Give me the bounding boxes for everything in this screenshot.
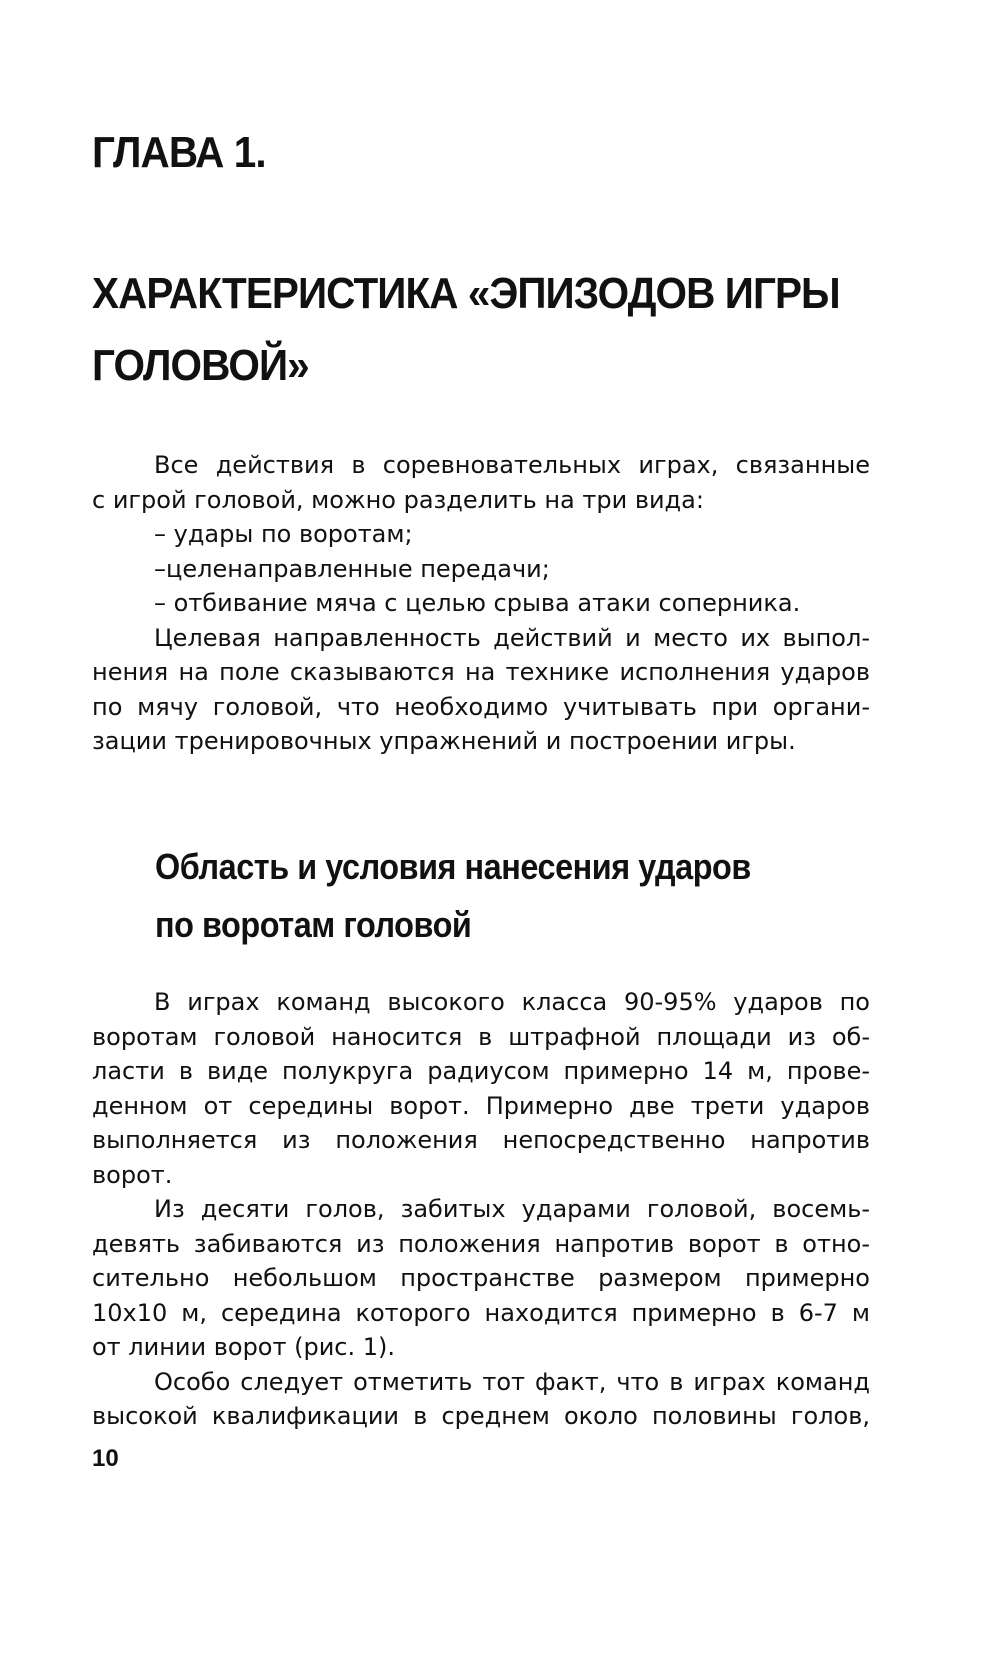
- text-line: с игрой головой, можно разделить на три вида:: [92, 485, 704, 514]
- text-line: ворот.: [92, 1160, 173, 1189]
- text-line: В играх команд высокого класса 90-95% ударов по: [154, 988, 870, 1016]
- chapter-title-line: ГОЛОВОЙ»: [92, 341, 309, 390]
- intro-paragraphs: [92, 448, 870, 759]
- text-line: Из десяти голов, забитых ударами головой, восемь-: [154, 1195, 870, 1223]
- text-line: 10х10 м, середина которого находится примерно в 6-7 м: [92, 1298, 870, 1327]
- chapter-title: [92, 258, 846, 402]
- text-line: по мячу головой, что необходимо учитывать при органи-: [92, 692, 870, 721]
- text-line: денном от середины ворот. Примерно две трети ударов: [92, 1091, 870, 1120]
- text-line: Все действия в соревновательных играх, связанные: [154, 451, 870, 479]
- list-item: – отбивание мяча с целью срыва атаки соперника.: [154, 589, 801, 617]
- text-line: воротам головой наносится в штрафной площади из об-: [92, 1022, 870, 1051]
- chapter-label: ГЛАВА 1.: [92, 128, 266, 177]
- text-line: от линии ворот (рис. 1).: [92, 1333, 396, 1361]
- section-title: [155, 838, 821, 954]
- section-title-line: по воротам головой: [155, 904, 472, 945]
- text-line: Особо следует отметить тот факт, что в играх команд: [154, 1367, 870, 1396]
- text-line: выполняется из положения непосредственно напротив: [92, 1126, 870, 1154]
- list-item: –целенаправленные передачи;: [154, 554, 550, 583]
- text-line: высокой квалификации в среднем около половины голов,: [92, 1402, 870, 1430]
- text-line: Целевая направленность действий и место их выпол-: [154, 623, 870, 652]
- section-title-line: Область и условия нанесения ударов: [155, 846, 751, 887]
- text-line: зации тренировочных упражнений и построении игры.: [92, 727, 796, 755]
- text-line: нения на поле сказываются на технике исполнения ударов: [92, 658, 870, 686]
- text-line: ласти в виде полукруга радиусом примерно 14 м, прове-: [92, 1057, 870, 1085]
- list-item: – удары по воротам;: [154, 520, 413, 548]
- section-paragraphs: [92, 985, 870, 1434]
- page-number: 10: [92, 1445, 119, 1472]
- text-line: девять забиваются из положения напротив ворот в отно-: [92, 1229, 870, 1258]
- chapter-title-line: ХАРАКТЕРИСТИКА «ЭПИЗОДОВ ИГРЫ: [92, 269, 840, 318]
- text-line: сительно небольшом пространстве размером примерно: [92, 1264, 870, 1292]
